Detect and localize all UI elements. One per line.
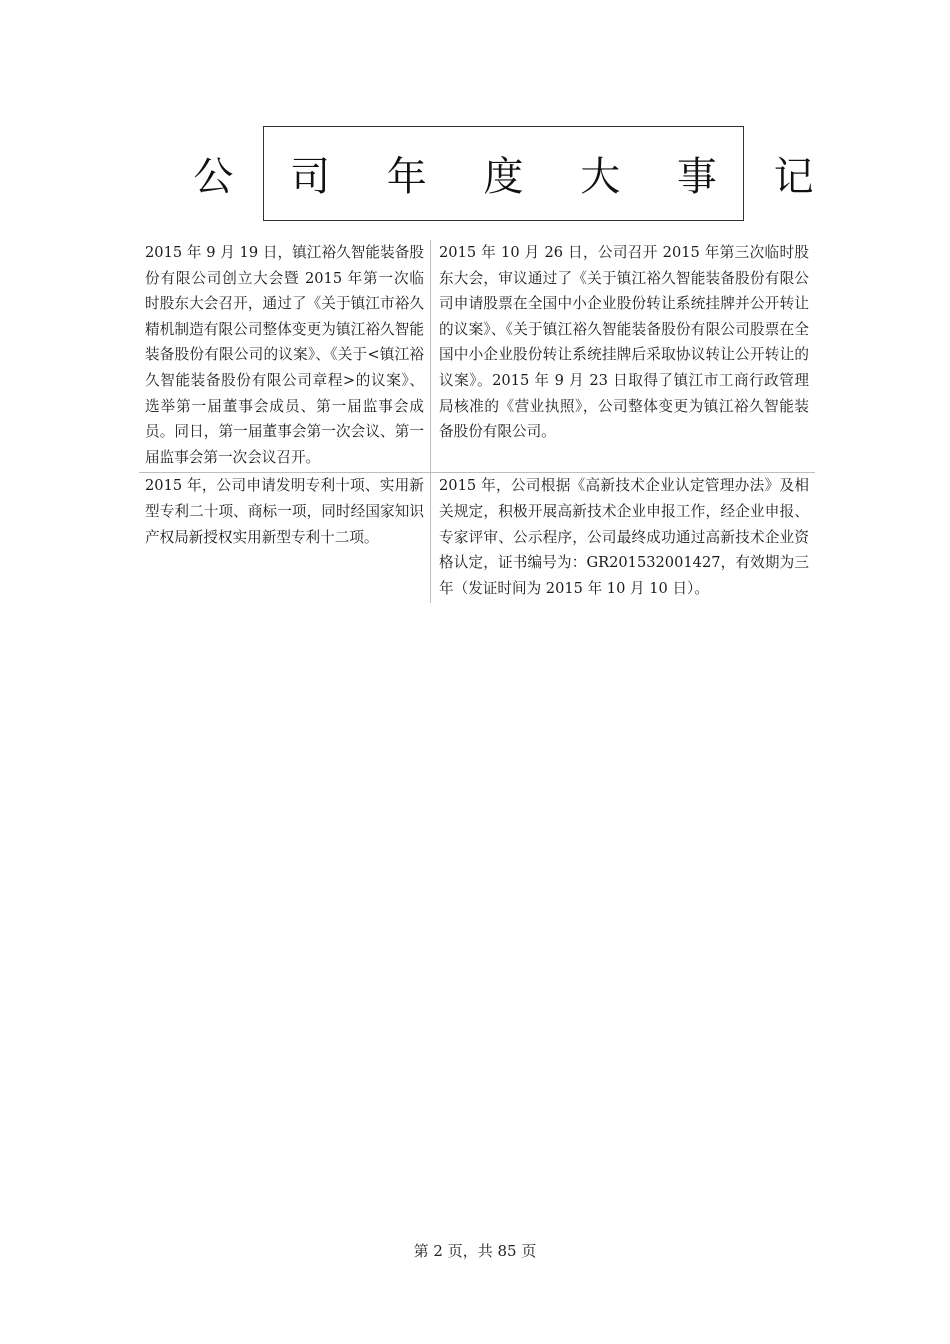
event-cell: 2015 年，公司根据《高新技术企业认定管理办法》及相关规定，积极开展高新技术企业申报工作，经企业申报、专家评审、公示程序，公司最终成功通过高新技术企业资格认定，证书编号为：GR201532001427，有效期为三年（发证时间为 2015 年 10 月 10 日）。	[439, 477, 809, 597]
event-cell: 2015 年 9 月 19 日，镇江裕久智能装备股份有限公司创立大会暨 2015 年第一次临时股东大会召开，通过了《关于镇江市裕久精机制造有限公司整体变更为镇江裕久智能装备股份有限公司的议案》、《关于<镇江裕久智能装备股份有限公司章程>的议案》、选举第一届董事会成员、第一届监事会成员。同日，第一届董事会第一次会议、第一届监事会第一次会议召开。	[139, 240, 431, 473]
title-box	[193, 126, 836, 221]
event-cell: 2015 年，公司申请发明专利十项、实用新型专利二十项、商标一项，同时经国家知识产权局新授权实用新型专利十二项。	[139, 473, 431, 603]
page-title: 公 司 年 度 大 事 记	[193, 154, 836, 200]
event-cell: 2015 年 10 月 26 日，公司召开 2015 年第三次临时股东大会，审议通过了《关于镇江裕久智能装备股份有限公司申请股票在全国中小企业股份转让系统挂牌并公开转让的议案》、《关于镇江裕久智能装备股份有限公司股票在全国中小企业股份转让系统挂牌后采取协议转让公开转让的议案》。2015 年 9 月 23 日取得了镇江市工商行政管理局核准的《营业执照》，公司整体变更为镇江裕久智能装备股份有限公司。	[431, 240, 815, 473]
events-table	[139, 240, 815, 603]
page-number-footer: 第 2 页，共 85 页	[413, 1242, 537, 1260]
